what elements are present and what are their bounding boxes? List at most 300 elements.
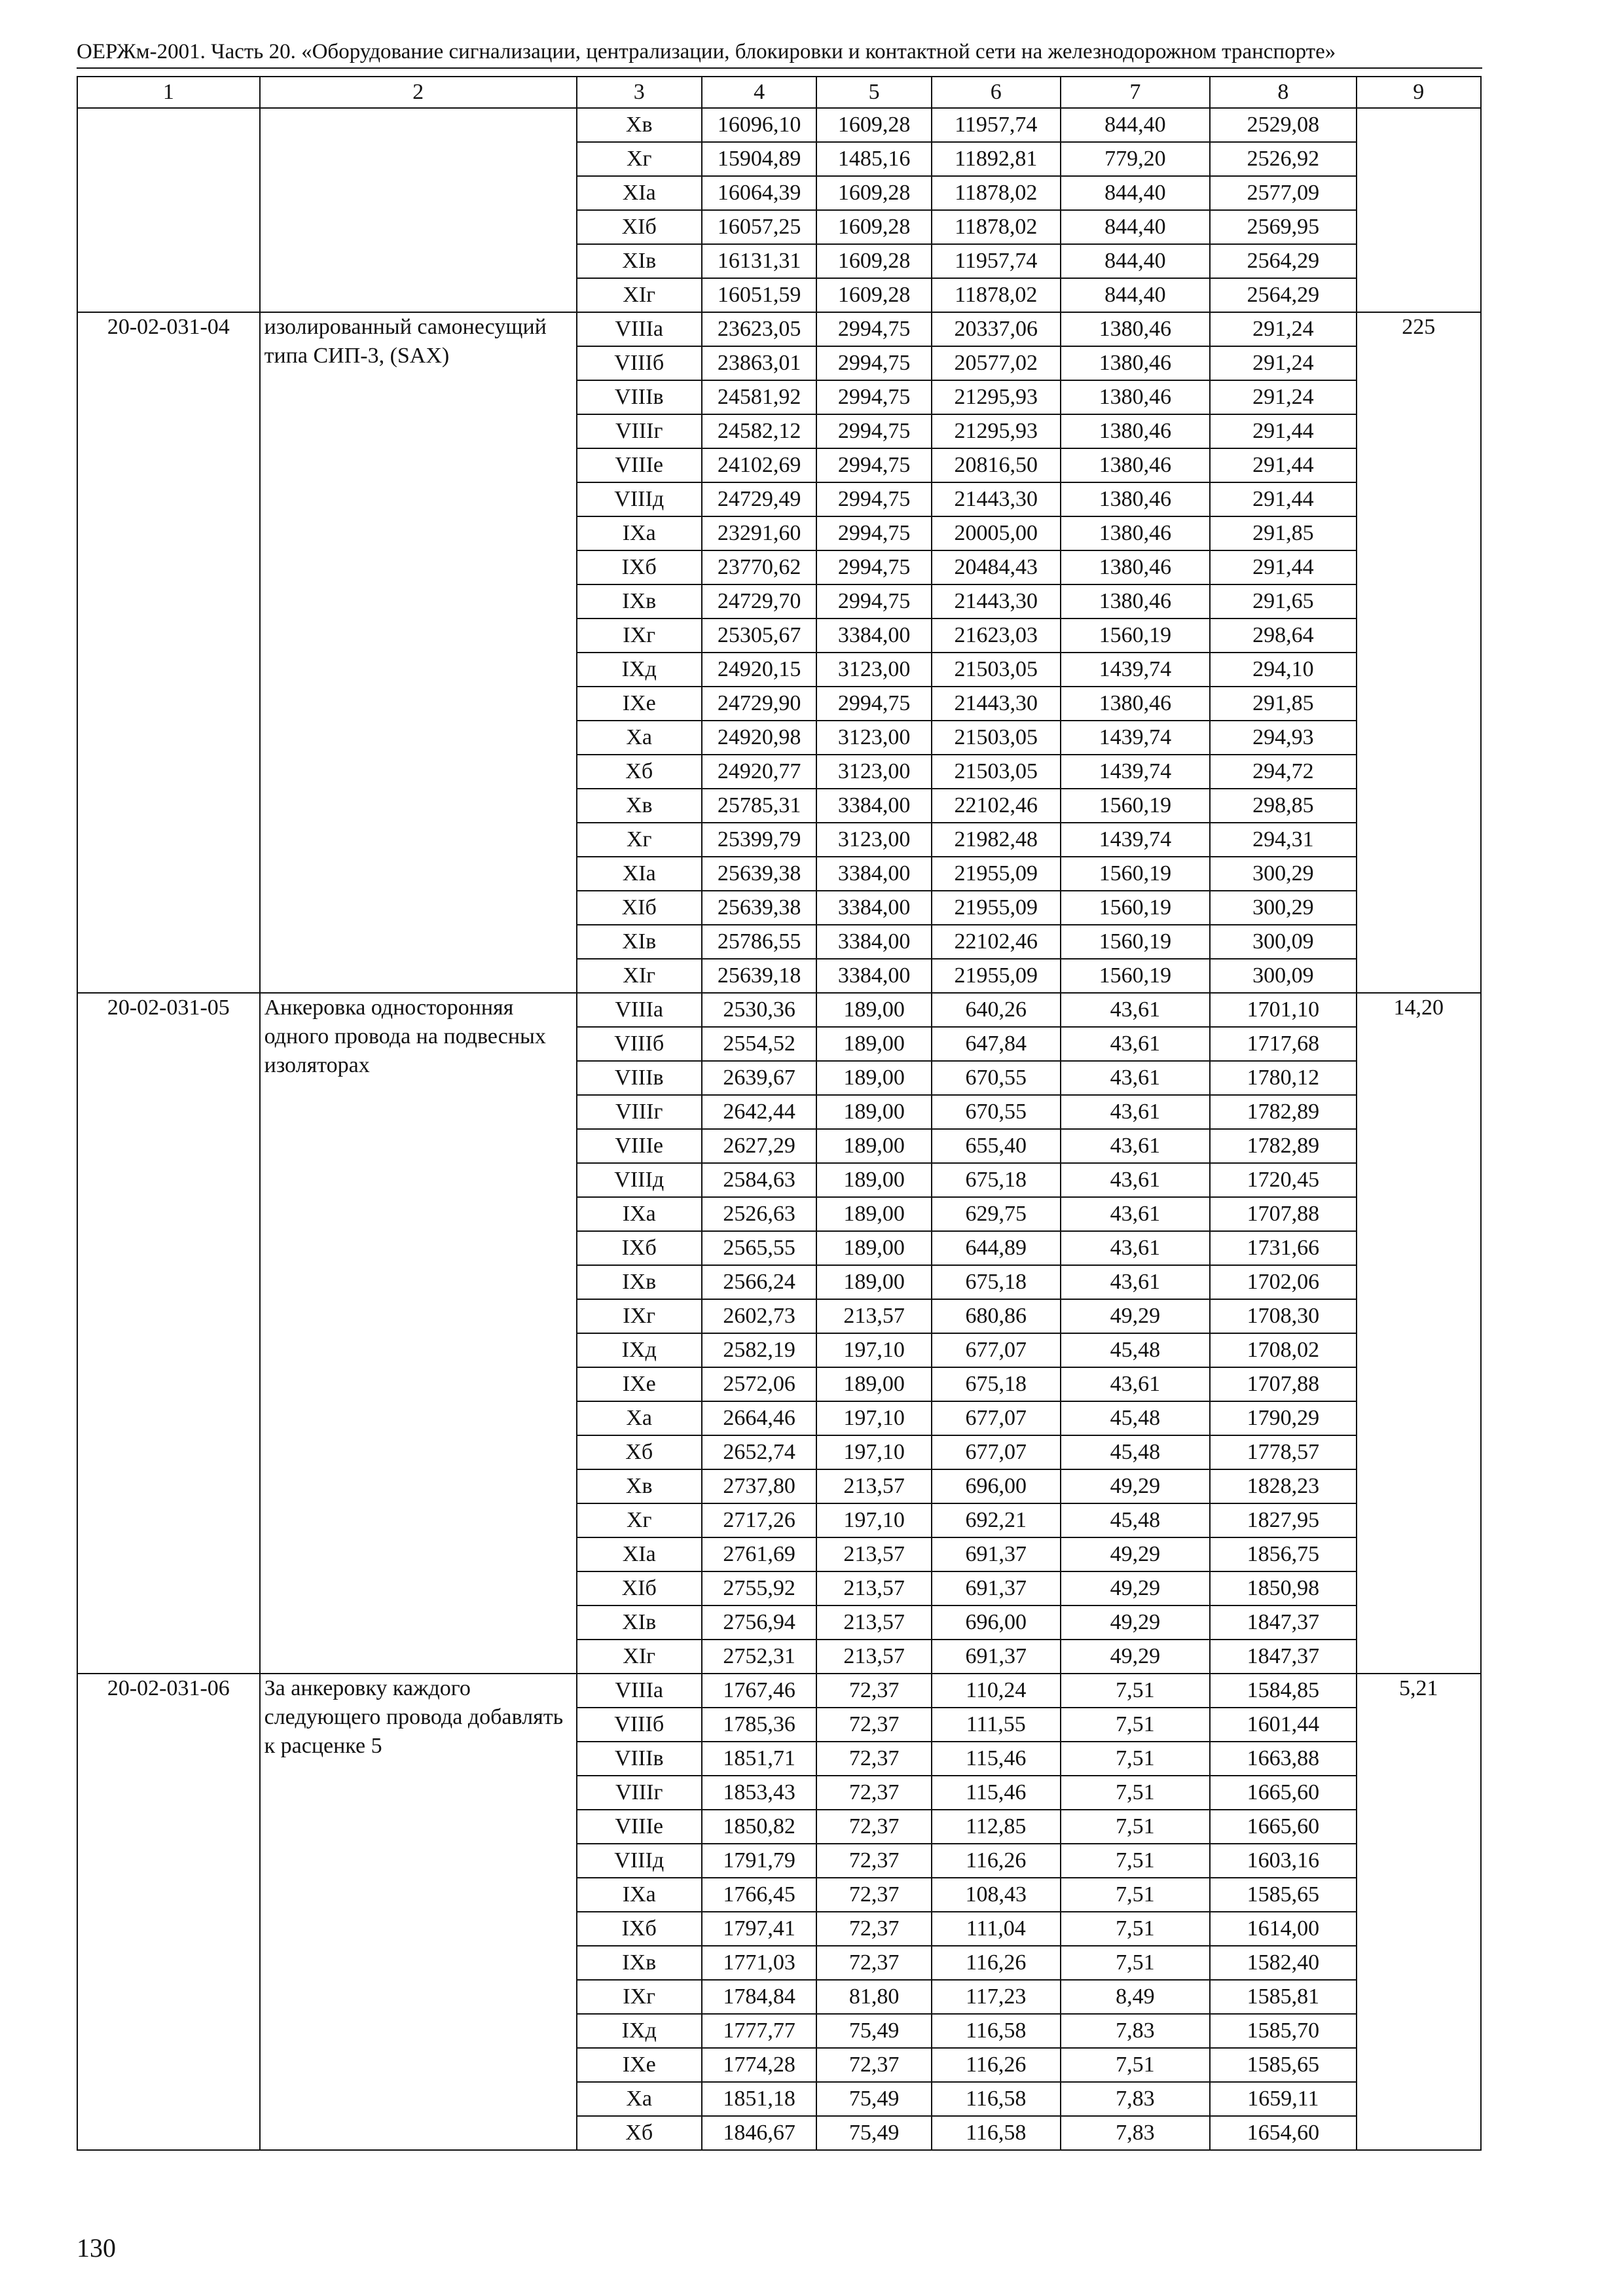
materials-cell: 291,24 bbox=[1210, 312, 1356, 346]
zone-cell: Ха bbox=[577, 1401, 702, 1435]
materials-cell: 1702,06 bbox=[1210, 1265, 1356, 1299]
machinist-wages-cell: 43,61 bbox=[1061, 1095, 1211, 1129]
zone-cell: VIIIб bbox=[577, 1708, 702, 1742]
zone-cell: VIIIб bbox=[577, 346, 702, 380]
materials-cell: 1585,65 bbox=[1210, 1878, 1356, 1912]
materials-cell: 1708,02 bbox=[1210, 1333, 1356, 1367]
materials-cell: 1856,75 bbox=[1210, 1537, 1356, 1571]
materials-cell: 1720,45 bbox=[1210, 1163, 1356, 1197]
wages-cell: 2994,75 bbox=[816, 414, 931, 448]
materials-cell: 1707,88 bbox=[1210, 1367, 1356, 1401]
machinist-wages-cell: 844,40 bbox=[1061, 244, 1211, 278]
column-header: 7 bbox=[1061, 77, 1211, 108]
machine-cost-cell: 21295,93 bbox=[932, 380, 1061, 414]
total-cost-cell: 23291,60 bbox=[702, 516, 816, 550]
zone-cell: Хб bbox=[577, 755, 702, 789]
machinist-wages-cell: 49,29 bbox=[1061, 1605, 1211, 1640]
machinist-wages-cell: 1560,19 bbox=[1061, 891, 1211, 925]
wages-cell: 72,37 bbox=[816, 1776, 931, 1810]
wages-cell: 2994,75 bbox=[816, 380, 931, 414]
zone-cell: IХе bbox=[577, 687, 702, 721]
machine-cost-cell: 670,55 bbox=[932, 1061, 1061, 1095]
machine-cost-cell: 111,04 bbox=[932, 1912, 1061, 1946]
zone-cell: Хв bbox=[577, 1469, 702, 1503]
column-header: 6 bbox=[932, 77, 1061, 108]
total-cost-cell: 24582,12 bbox=[702, 414, 816, 448]
machinist-wages-cell: 49,29 bbox=[1061, 1640, 1211, 1674]
total-cost-cell: 2652,74 bbox=[702, 1435, 816, 1469]
materials-cell: 2569,95 bbox=[1210, 210, 1356, 244]
total-cost-cell: 2642,44 bbox=[702, 1095, 816, 1129]
machine-cost-cell: 696,00 bbox=[932, 1605, 1061, 1640]
wages-cell: 81,80 bbox=[816, 1980, 931, 2014]
machine-cost-cell: 640,26 bbox=[932, 993, 1061, 1027]
materials-cell: 1659,11 bbox=[1210, 2082, 1356, 2116]
wages-cell: 2994,75 bbox=[816, 346, 931, 380]
zone-cell: IХб bbox=[577, 1912, 702, 1946]
wages-cell: 72,37 bbox=[816, 1878, 931, 1912]
total-cost-cell: 24102,69 bbox=[702, 448, 816, 482]
wages-cell: 189,00 bbox=[816, 993, 931, 1027]
total-cost-cell: 1771,03 bbox=[702, 1946, 816, 1980]
machine-cost-cell: 116,58 bbox=[932, 2082, 1061, 2116]
zone-cell: VIIIе bbox=[577, 1129, 702, 1163]
zone-cell: IХе bbox=[577, 2048, 702, 2082]
table-row bbox=[77, 993, 1481, 1027]
zone-cell: VIIIе bbox=[577, 1810, 702, 1844]
materials-cell: 294,31 bbox=[1210, 823, 1356, 857]
wages-cell: 1485,16 bbox=[816, 142, 931, 176]
total-cost-cell: 25399,79 bbox=[702, 823, 816, 857]
machine-cost-cell: 117,23 bbox=[932, 1980, 1061, 2014]
total-cost-cell: 25305,67 bbox=[702, 619, 816, 653]
column-header: 9 bbox=[1357, 77, 1481, 108]
machine-cost-cell: 655,40 bbox=[932, 1129, 1061, 1163]
wages-cell: 75,49 bbox=[816, 2116, 931, 2150]
machine-cost-cell: 22102,46 bbox=[932, 789, 1061, 823]
total-cost-cell: 1766,45 bbox=[702, 1878, 816, 1912]
zone-cell: VIIIв bbox=[577, 1061, 702, 1095]
total-cost-cell: 16096,10 bbox=[702, 108, 816, 142]
wages-cell: 72,37 bbox=[816, 1912, 931, 1946]
machine-cost-cell: 670,55 bbox=[932, 1095, 1061, 1129]
total-cost-cell: 1767,46 bbox=[702, 1674, 816, 1708]
machine-cost-cell: 21623,03 bbox=[932, 619, 1061, 653]
wages-cell: 2994,75 bbox=[816, 312, 931, 346]
machine-cost-cell: 675,18 bbox=[932, 1265, 1061, 1299]
zone-cell: IХв bbox=[577, 584, 702, 619]
wages-cell: 2994,75 bbox=[816, 482, 931, 516]
rate-code-cell: 20-02-031-05 bbox=[77, 993, 260, 1674]
rate-description-cell bbox=[260, 108, 577, 312]
machinist-wages-cell: 7,51 bbox=[1061, 2048, 1211, 2082]
wages-cell: 3384,00 bbox=[816, 925, 931, 959]
machinist-wages-cell: 1380,46 bbox=[1061, 346, 1211, 380]
zone-cell: VIIIб bbox=[577, 1027, 702, 1061]
total-cost-cell: 2761,69 bbox=[702, 1537, 816, 1571]
wages-cell: 213,57 bbox=[816, 1571, 931, 1605]
wages-cell: 213,57 bbox=[816, 1469, 931, 1503]
column-header: 5 bbox=[816, 77, 931, 108]
total-cost-cell: 24920,98 bbox=[702, 721, 816, 755]
zone-cell: Хв bbox=[577, 108, 702, 142]
zone-cell: ХIв bbox=[577, 925, 702, 959]
wages-cell: 3123,00 bbox=[816, 755, 931, 789]
machine-cost-cell: 21955,09 bbox=[932, 959, 1061, 993]
total-cost-cell: 16131,31 bbox=[702, 244, 816, 278]
machine-cost-cell: 21982,48 bbox=[932, 823, 1061, 857]
machinist-wages-cell: 844,40 bbox=[1061, 278, 1211, 312]
wages-cell: 72,37 bbox=[816, 1844, 931, 1878]
machinist-wages-cell: 779,20 bbox=[1061, 142, 1211, 176]
materials-cell: 1603,16 bbox=[1210, 1844, 1356, 1878]
table-row bbox=[77, 1674, 1481, 1708]
materials-cell: 294,93 bbox=[1210, 721, 1356, 755]
wages-cell: 1609,28 bbox=[816, 278, 931, 312]
zone-cell: IХг bbox=[577, 1980, 702, 2014]
machinist-wages-cell: 49,29 bbox=[1061, 1299, 1211, 1333]
zone-cell: IХд bbox=[577, 653, 702, 687]
materials-cell: 298,85 bbox=[1210, 789, 1356, 823]
table-row bbox=[77, 312, 1481, 346]
zone-cell: Ха bbox=[577, 721, 702, 755]
machinist-wages-cell: 1380,46 bbox=[1061, 312, 1211, 346]
zone-cell: ХIв bbox=[577, 1605, 702, 1640]
total-cost-cell: 2530,36 bbox=[702, 993, 816, 1027]
zone-cell: IХа bbox=[577, 1878, 702, 1912]
materials-cell: 1665,60 bbox=[1210, 1776, 1356, 1810]
machinist-wages-cell: 1560,19 bbox=[1061, 959, 1211, 993]
wages-cell: 189,00 bbox=[816, 1163, 931, 1197]
materials-cell: 294,72 bbox=[1210, 755, 1356, 789]
total-cost-cell: 1777,77 bbox=[702, 2014, 816, 2048]
machinist-wages-cell: 43,61 bbox=[1061, 1231, 1211, 1265]
wages-cell: 213,57 bbox=[816, 1605, 931, 1640]
materials-cell: 298,64 bbox=[1210, 619, 1356, 653]
wages-cell: 72,37 bbox=[816, 1810, 931, 1844]
materials-cell: 1585,65 bbox=[1210, 2048, 1356, 2082]
column-header: 8 bbox=[1210, 77, 1356, 108]
machine-cost-cell: 691,37 bbox=[932, 1537, 1061, 1571]
zone-cell: ХIг bbox=[577, 278, 702, 312]
zone-cell: VIIIд bbox=[577, 1844, 702, 1878]
materials-cell: 1654,60 bbox=[1210, 2116, 1356, 2150]
zone-cell: IХб bbox=[577, 1231, 702, 1265]
zone-cell: IХг bbox=[577, 1299, 702, 1333]
wages-cell: 2994,75 bbox=[816, 516, 931, 550]
machine-cost-cell: 677,07 bbox=[932, 1401, 1061, 1435]
rate-description-cell: изолированный самонесущий типа СИП-3, (SAX) bbox=[260, 312, 577, 993]
machinist-wages-cell: 1380,46 bbox=[1061, 482, 1211, 516]
machinist-wages-cell: 43,61 bbox=[1061, 1265, 1211, 1299]
machinist-wages-cell: 1560,19 bbox=[1061, 619, 1211, 653]
zone-cell: VIIIг bbox=[577, 1776, 702, 1810]
zone-cell: ХIа bbox=[577, 1537, 702, 1571]
materials-cell: 1584,85 bbox=[1210, 1674, 1356, 1708]
labor-cost-cell: 225 bbox=[1357, 312, 1481, 993]
materials-cell: 291,24 bbox=[1210, 380, 1356, 414]
machine-cost-cell: 21955,09 bbox=[932, 891, 1061, 925]
machinist-wages-cell: 844,40 bbox=[1061, 176, 1211, 210]
wages-cell: 75,49 bbox=[816, 2014, 931, 2048]
materials-cell: 1847,37 bbox=[1210, 1605, 1356, 1640]
materials-cell: 300,29 bbox=[1210, 857, 1356, 891]
zone-cell: VIIIв bbox=[577, 1742, 702, 1776]
zone-cell: VIIIе bbox=[577, 448, 702, 482]
machine-cost-cell: 680,86 bbox=[932, 1299, 1061, 1333]
wages-cell: 3384,00 bbox=[816, 959, 931, 993]
machine-cost-cell: 21503,05 bbox=[932, 653, 1061, 687]
zone-cell: Хб bbox=[577, 2116, 702, 2150]
materials-cell: 1665,60 bbox=[1210, 1810, 1356, 1844]
materials-cell: 291,44 bbox=[1210, 448, 1356, 482]
machine-cost-cell: 21955,09 bbox=[932, 857, 1061, 891]
machine-cost-cell: 629,75 bbox=[932, 1197, 1061, 1231]
wages-cell: 189,00 bbox=[816, 1095, 931, 1129]
wages-cell: 213,57 bbox=[816, 1299, 931, 1333]
wages-cell: 1609,28 bbox=[816, 108, 931, 142]
wages-cell: 197,10 bbox=[816, 1503, 931, 1537]
total-cost-cell: 24729,90 bbox=[702, 687, 816, 721]
machinist-wages-cell: 7,51 bbox=[1061, 1674, 1211, 1708]
wages-cell: 3384,00 bbox=[816, 891, 931, 925]
zone-cell: Хг bbox=[577, 823, 702, 857]
machinist-wages-cell: 7,83 bbox=[1061, 2116, 1211, 2150]
total-cost-cell: 1851,18 bbox=[702, 2082, 816, 2116]
machinist-wages-cell: 49,29 bbox=[1061, 1469, 1211, 1503]
materials-cell: 291,85 bbox=[1210, 516, 1356, 550]
total-cost-cell: 2639,67 bbox=[702, 1061, 816, 1095]
zone-cell: Хг bbox=[577, 142, 702, 176]
wages-cell: 2994,75 bbox=[816, 687, 931, 721]
total-cost-cell: 23863,01 bbox=[702, 346, 816, 380]
materials-cell: 291,65 bbox=[1210, 584, 1356, 619]
materials-cell: 1614,00 bbox=[1210, 1912, 1356, 1946]
materials-cell: 291,44 bbox=[1210, 414, 1356, 448]
machine-cost-cell: 20337,06 bbox=[932, 312, 1061, 346]
total-cost-cell: 16064,39 bbox=[702, 176, 816, 210]
total-cost-cell: 1784,84 bbox=[702, 1980, 816, 2014]
materials-cell: 1780,12 bbox=[1210, 1061, 1356, 1095]
machine-cost-cell: 20577,02 bbox=[932, 346, 1061, 380]
materials-cell: 1847,37 bbox=[1210, 1640, 1356, 1674]
zone-cell: ХIа bbox=[577, 176, 702, 210]
wages-cell: 1609,28 bbox=[816, 210, 931, 244]
machinist-wages-cell: 7,51 bbox=[1061, 1776, 1211, 1810]
total-cost-cell: 2737,80 bbox=[702, 1469, 816, 1503]
rate-code-cell: 20-02-031-04 bbox=[77, 312, 260, 993]
wages-cell: 72,37 bbox=[816, 1708, 931, 1742]
labor-cost-cell: 14,20 bbox=[1357, 993, 1481, 1674]
machinist-wages-cell: 43,61 bbox=[1061, 993, 1211, 1027]
total-cost-cell: 1785,36 bbox=[702, 1708, 816, 1742]
machinist-wages-cell: 45,48 bbox=[1061, 1401, 1211, 1435]
machinist-wages-cell: 7,83 bbox=[1061, 2014, 1211, 2048]
wages-cell: 3384,00 bbox=[816, 789, 931, 823]
total-cost-cell: 2526,63 bbox=[702, 1197, 816, 1231]
materials-cell: 1708,30 bbox=[1210, 1299, 1356, 1333]
machinist-wages-cell: 7,51 bbox=[1061, 1878, 1211, 1912]
column-header: 4 bbox=[702, 77, 816, 108]
materials-cell: 1782,89 bbox=[1210, 1095, 1356, 1129]
materials-cell: 1828,23 bbox=[1210, 1469, 1356, 1503]
machinist-wages-cell: 1560,19 bbox=[1061, 789, 1211, 823]
machinist-wages-cell: 1439,74 bbox=[1061, 823, 1211, 857]
machinist-wages-cell: 1380,46 bbox=[1061, 687, 1211, 721]
machinist-wages-cell: 1380,46 bbox=[1061, 550, 1211, 584]
materials-cell: 2526,92 bbox=[1210, 142, 1356, 176]
machine-cost-cell: 692,21 bbox=[932, 1503, 1061, 1537]
total-cost-cell: 2627,29 bbox=[702, 1129, 816, 1163]
machinist-wages-cell: 1439,74 bbox=[1061, 721, 1211, 755]
total-cost-cell: 2572,06 bbox=[702, 1367, 816, 1401]
materials-cell: 1582,40 bbox=[1210, 1946, 1356, 1980]
machinist-wages-cell: 1380,46 bbox=[1061, 448, 1211, 482]
zone-cell: IХб bbox=[577, 550, 702, 584]
zone-cell: ХIб bbox=[577, 210, 702, 244]
total-cost-cell: 1846,67 bbox=[702, 2116, 816, 2150]
total-cost-cell: 23623,05 bbox=[702, 312, 816, 346]
running-header: ОЕРЖм-2001. Часть 20. «Оборудование сигнализации, централизации, блокировки и контактной сети на железнодорожном транспорте» bbox=[77, 40, 1336, 63]
wages-cell: 189,00 bbox=[816, 1197, 931, 1231]
labor-cost-cell: 5,21 bbox=[1357, 1674, 1481, 2150]
zone-cell: Хб bbox=[577, 1435, 702, 1469]
machine-cost-cell: 677,07 bbox=[932, 1435, 1061, 1469]
machine-cost-cell: 691,37 bbox=[932, 1571, 1061, 1605]
wages-cell: 197,10 bbox=[816, 1435, 931, 1469]
materials-cell: 1731,66 bbox=[1210, 1231, 1356, 1265]
machinist-wages-cell: 1439,74 bbox=[1061, 653, 1211, 687]
materials-cell: 300,09 bbox=[1210, 925, 1356, 959]
materials-cell: 291,44 bbox=[1210, 550, 1356, 584]
wages-cell: 2994,75 bbox=[816, 550, 931, 584]
zone-cell: IХв bbox=[577, 1265, 702, 1299]
header-rule bbox=[77, 67, 1482, 69]
materials-cell: 1782,89 bbox=[1210, 1129, 1356, 1163]
machine-cost-cell: 696,00 bbox=[932, 1469, 1061, 1503]
machine-cost-cell: 20816,50 bbox=[932, 448, 1061, 482]
labor-cost-cell bbox=[1357, 108, 1481, 312]
machine-cost-cell: 110,24 bbox=[932, 1674, 1061, 1708]
machinist-wages-cell: 1380,46 bbox=[1061, 380, 1211, 414]
total-cost-cell: 25639,38 bbox=[702, 891, 816, 925]
total-cost-cell: 1853,43 bbox=[702, 1776, 816, 1810]
zone-cell: VIIIг bbox=[577, 1095, 702, 1129]
machine-cost-cell: 116,26 bbox=[932, 1844, 1061, 1878]
machine-cost-cell: 112,85 bbox=[932, 1810, 1061, 1844]
wages-cell: 1609,28 bbox=[816, 244, 931, 278]
materials-cell: 1701,10 bbox=[1210, 993, 1356, 1027]
materials-cell: 1585,70 bbox=[1210, 2014, 1356, 2048]
wages-cell: 189,00 bbox=[816, 1265, 931, 1299]
total-cost-cell: 2554,52 bbox=[702, 1027, 816, 1061]
machinist-wages-cell: 7,51 bbox=[1061, 1742, 1211, 1776]
machinist-wages-cell: 43,61 bbox=[1061, 1129, 1211, 1163]
wages-cell: 2994,75 bbox=[816, 584, 931, 619]
total-cost-cell: 24920,77 bbox=[702, 755, 816, 789]
machinist-wages-cell: 45,48 bbox=[1061, 1435, 1211, 1469]
machinist-wages-cell: 7,51 bbox=[1061, 1844, 1211, 1878]
machine-cost-cell: 11878,02 bbox=[932, 176, 1061, 210]
machine-cost-cell: 22102,46 bbox=[932, 925, 1061, 959]
total-cost-cell: 23770,62 bbox=[702, 550, 816, 584]
wages-cell: 72,37 bbox=[816, 1742, 931, 1776]
total-cost-cell: 25639,18 bbox=[702, 959, 816, 993]
materials-cell: 1707,88 bbox=[1210, 1197, 1356, 1231]
materials-cell: 2577,09 bbox=[1210, 176, 1356, 210]
machine-cost-cell: 11878,02 bbox=[932, 210, 1061, 244]
table-row bbox=[77, 108, 1481, 142]
zone-cell: ХIв bbox=[577, 244, 702, 278]
wages-cell: 189,00 bbox=[816, 1231, 931, 1265]
total-cost-cell: 2584,63 bbox=[702, 1163, 816, 1197]
machine-cost-cell: 21295,93 bbox=[932, 414, 1061, 448]
zone-cell: ХIг bbox=[577, 959, 702, 993]
total-cost-cell: 1797,41 bbox=[702, 1912, 816, 1946]
machinist-wages-cell: 43,61 bbox=[1061, 1027, 1211, 1061]
wages-cell: 213,57 bbox=[816, 1537, 931, 1571]
total-cost-cell: 16051,59 bbox=[702, 278, 816, 312]
machine-cost-cell: 21503,05 bbox=[932, 755, 1061, 789]
machinist-wages-cell: 43,61 bbox=[1061, 1197, 1211, 1231]
zone-cell: ХIа bbox=[577, 857, 702, 891]
machinist-wages-cell: 1380,46 bbox=[1061, 516, 1211, 550]
machinist-wages-cell: 1380,46 bbox=[1061, 584, 1211, 619]
machine-cost-cell: 677,07 bbox=[932, 1333, 1061, 1367]
wages-cell: 213,57 bbox=[816, 1640, 931, 1674]
total-cost-cell: 24729,70 bbox=[702, 584, 816, 619]
machine-cost-cell: 116,26 bbox=[932, 2048, 1061, 2082]
total-cost-cell: 2755,92 bbox=[702, 1571, 816, 1605]
zone-cell: VIIIа bbox=[577, 1674, 702, 1708]
machinist-wages-cell: 1439,74 bbox=[1061, 755, 1211, 789]
machine-cost-cell: 116,58 bbox=[932, 2116, 1061, 2150]
total-cost-cell: 2602,73 bbox=[702, 1299, 816, 1333]
wages-cell: 1609,28 bbox=[816, 176, 931, 210]
total-cost-cell: 25639,38 bbox=[702, 857, 816, 891]
machine-cost-cell: 21503,05 bbox=[932, 721, 1061, 755]
materials-cell: 300,29 bbox=[1210, 891, 1356, 925]
rate-code-cell: 20-02-031-06 bbox=[77, 1674, 260, 2150]
machinist-wages-cell: 844,40 bbox=[1061, 108, 1211, 142]
wages-cell: 189,00 bbox=[816, 1061, 931, 1095]
machine-cost-cell: 21443,30 bbox=[932, 482, 1061, 516]
zone-cell: VIIIа bbox=[577, 993, 702, 1027]
zone-cell: IХв bbox=[577, 1946, 702, 1980]
materials-cell: 1585,81 bbox=[1210, 1980, 1356, 2014]
total-cost-cell: 2752,31 bbox=[702, 1640, 816, 1674]
machinist-wages-cell: 8,49 bbox=[1061, 1980, 1211, 2014]
materials-cell: 2564,29 bbox=[1210, 244, 1356, 278]
zone-cell: VIIIг bbox=[577, 414, 702, 448]
machine-cost-cell: 11892,81 bbox=[932, 142, 1061, 176]
total-cost-cell: 2582,19 bbox=[702, 1333, 816, 1367]
zone-cell: ХIб bbox=[577, 891, 702, 925]
machinist-wages-cell: 49,29 bbox=[1061, 1537, 1211, 1571]
machine-cost-cell: 115,46 bbox=[932, 1742, 1061, 1776]
machinist-wages-cell: 45,48 bbox=[1061, 1503, 1211, 1537]
wages-cell: 3384,00 bbox=[816, 619, 931, 653]
machine-cost-cell: 108,43 bbox=[932, 1878, 1061, 1912]
zone-cell: IХа bbox=[577, 1197, 702, 1231]
wages-cell: 3123,00 bbox=[816, 721, 931, 755]
machine-cost-cell: 116,58 bbox=[932, 2014, 1061, 2048]
machinist-wages-cell: 7,51 bbox=[1061, 1810, 1211, 1844]
column-header: 2 bbox=[260, 77, 577, 108]
zone-cell: VIIIв bbox=[577, 380, 702, 414]
price-table bbox=[77, 76, 1482, 2151]
machine-cost-cell: 647,84 bbox=[932, 1027, 1061, 1061]
